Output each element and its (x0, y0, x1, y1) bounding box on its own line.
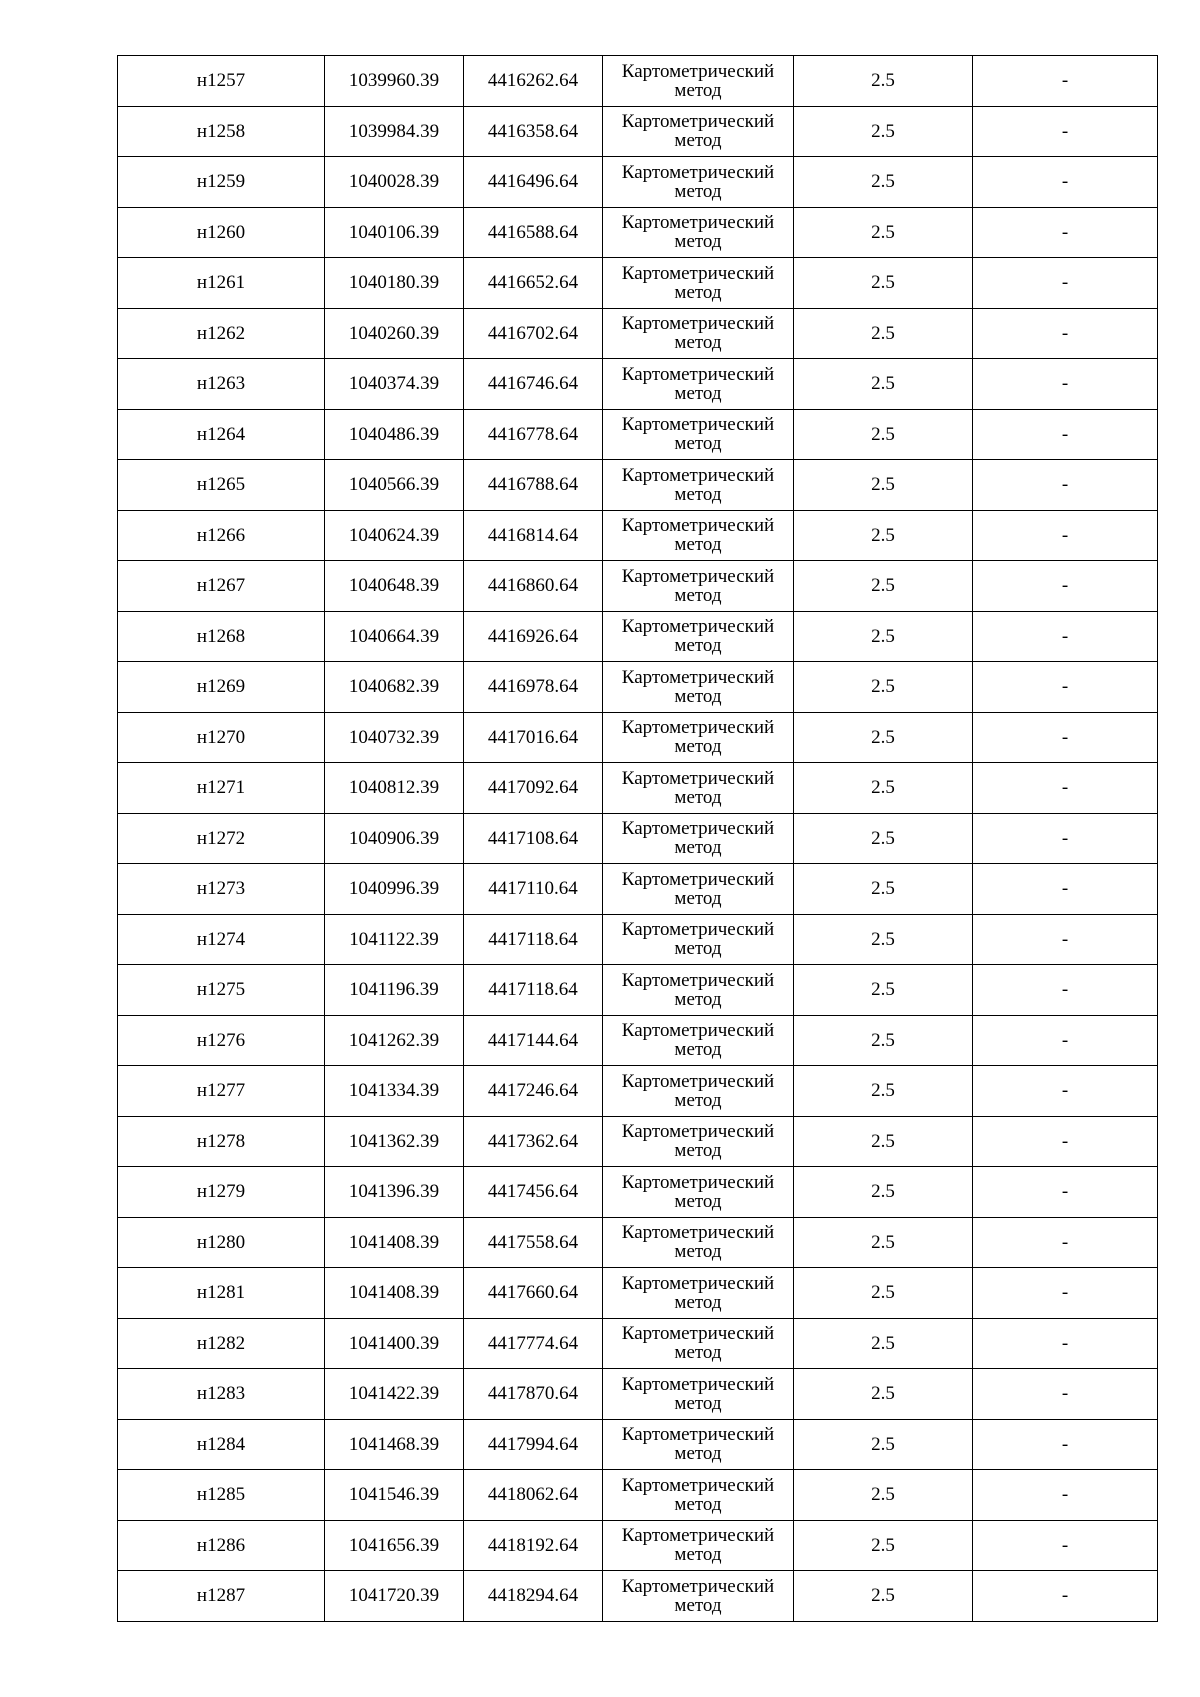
method-text-line1: Картометрический (621, 1222, 775, 1244)
method-text-line1: Картометрический (621, 1272, 775, 1294)
x-coordinate-cell: 1041408.39 (325, 1268, 464, 1319)
method-text-line1: Картометрический (621, 1070, 775, 1092)
accuracy-cell: 2.5 (794, 914, 973, 965)
x-coordinate-cell: 1040664.39 (325, 611, 464, 662)
method-cell (603, 1268, 794, 1319)
table-row (118, 1419, 1158, 1470)
method-text-line2: метод (674, 685, 722, 707)
method-text-line2: метод (674, 1140, 722, 1162)
x-coordinate-cell: 1040648.39 (325, 561, 464, 612)
method-text-line1: Картометрический (621, 464, 775, 486)
method-text-line2: метод (674, 130, 722, 152)
method-text-line1: Картометрический (621, 767, 775, 789)
x-coordinate-cell: 1040374.39 (325, 359, 464, 410)
note-cell: - (973, 56, 1158, 107)
method-cell (603, 510, 794, 561)
table-row (118, 106, 1158, 157)
note-cell: - (973, 1318, 1158, 1369)
accuracy-cell: 2.5 (794, 460, 973, 511)
x-coordinate-cell: 1040180.39 (325, 258, 464, 309)
note-cell: - (973, 1470, 1158, 1521)
x-coordinate-cell: 1040260.39 (325, 308, 464, 359)
method-cell (603, 258, 794, 309)
table-row (118, 409, 1158, 460)
point-id-cell: н1273 (118, 864, 325, 915)
point-id-cell: н1260 (118, 207, 325, 258)
method-text-line1: Картометрический (621, 1575, 775, 1597)
method-text-line1: Картометрический (621, 515, 775, 537)
method-text-line2: метод (674, 887, 722, 909)
note-cell: - (973, 308, 1158, 359)
table-row (118, 611, 1158, 662)
y-coordinate-cell: 4417118.64 (464, 965, 603, 1016)
method-text-line1: Картометрический (621, 60, 775, 82)
table-row (118, 258, 1158, 309)
table-row (118, 561, 1158, 612)
y-coordinate-cell: 4416978.64 (464, 662, 603, 713)
accuracy-cell: 2.5 (794, 1066, 973, 1117)
method-text-line1: Картометрический (621, 1474, 775, 1496)
accuracy-cell: 2.5 (794, 157, 973, 208)
y-coordinate-cell: 4417016.64 (464, 712, 603, 763)
accuracy-cell: 2.5 (794, 1520, 973, 1571)
method-text-line2: метод (674, 1342, 722, 1364)
accuracy-cell: 2.5 (794, 56, 973, 107)
table-row (118, 662, 1158, 713)
note-cell: - (973, 864, 1158, 915)
note-cell: - (973, 409, 1158, 460)
accuracy-cell: 2.5 (794, 864, 973, 915)
method-text-line1: Картометрический (621, 212, 775, 234)
method-text-line1: Картометрический (621, 1121, 775, 1143)
point-id-cell: н1257 (118, 56, 325, 107)
table-row (118, 1217, 1158, 1268)
table-row (118, 1066, 1158, 1117)
table-row (118, 864, 1158, 915)
accuracy-cell: 2.5 (794, 1217, 973, 1268)
note-cell: - (973, 1520, 1158, 1571)
note-cell: - (973, 460, 1158, 511)
y-coordinate-cell: 4417108.64 (464, 813, 603, 864)
method-text-line2: метод (674, 231, 722, 253)
method-cell (603, 611, 794, 662)
x-coordinate-cell: 1039984.39 (325, 106, 464, 157)
method-cell (603, 712, 794, 763)
point-id-cell: н1271 (118, 763, 325, 814)
y-coordinate-cell: 4417144.64 (464, 1015, 603, 1066)
method-text-line1: Картометрический (621, 818, 775, 840)
method-text-line1: Картометрический (621, 616, 775, 638)
method-text-line1: Картометрический (621, 414, 775, 436)
point-id-cell: н1280 (118, 1217, 325, 1268)
note-cell: - (973, 1369, 1158, 1420)
method-cell (603, 1116, 794, 1167)
table-row (118, 510, 1158, 561)
method-text-line1: Картометрический (621, 1323, 775, 1345)
point-id-cell: н1277 (118, 1066, 325, 1117)
point-id-cell: н1266 (118, 510, 325, 561)
x-coordinate-cell: 1041196.39 (325, 965, 464, 1016)
note-cell: - (973, 1217, 1158, 1268)
method-cell (603, 662, 794, 713)
method-cell (603, 1571, 794, 1622)
y-coordinate-cell: 4416496.64 (464, 157, 603, 208)
point-id-cell: н1268 (118, 611, 325, 662)
method-text-line2: метод (674, 736, 722, 758)
accuracy-cell: 2.5 (794, 1268, 973, 1319)
method-text-line2: метод (674, 433, 722, 455)
method-cell (603, 460, 794, 511)
method-text-line1: Картометрический (621, 565, 775, 587)
point-id-cell: н1283 (118, 1369, 325, 1420)
method-text-line2: метод (674, 1291, 722, 1313)
method-text-line2: метод (674, 837, 722, 859)
point-id-cell: н1258 (118, 106, 325, 157)
method-text-line1: Картометрический (621, 969, 775, 991)
note-cell: - (973, 1268, 1158, 1319)
table-row (118, 308, 1158, 359)
accuracy-cell: 2.5 (794, 1116, 973, 1167)
table-row (118, 1116, 1158, 1167)
point-id-cell: н1267 (118, 561, 325, 612)
y-coordinate-cell: 4417362.64 (464, 1116, 603, 1167)
x-coordinate-cell: 1041408.39 (325, 1217, 464, 1268)
accuracy-cell: 2.5 (794, 359, 973, 410)
x-coordinate-cell: 1041422.39 (325, 1369, 464, 1420)
x-coordinate-cell: 1040996.39 (325, 864, 464, 915)
method-text-line2: метод (674, 786, 722, 808)
table-row (118, 763, 1158, 814)
accuracy-cell: 2.5 (794, 1318, 973, 1369)
method-text-line1: Картометрический (621, 161, 775, 183)
method-text-line2: метод (674, 534, 722, 556)
method-cell (603, 1419, 794, 1470)
table-row (118, 1318, 1158, 1369)
table-row (118, 1369, 1158, 1420)
accuracy-cell: 2.5 (794, 965, 973, 1016)
x-coordinate-cell: 1040906.39 (325, 813, 464, 864)
y-coordinate-cell: 4417870.64 (464, 1369, 603, 1420)
method-text-line1: Картометрический (621, 313, 775, 335)
accuracy-cell: 2.5 (794, 1419, 973, 1470)
y-coordinate-cell: 4416860.64 (464, 561, 603, 612)
y-coordinate-cell: 4417246.64 (464, 1066, 603, 1117)
method-cell (603, 1318, 794, 1369)
accuracy-cell: 2.5 (794, 207, 973, 258)
accuracy-cell: 2.5 (794, 561, 973, 612)
method-cell (603, 308, 794, 359)
note-cell: - (973, 1571, 1158, 1622)
method-text-line2: метод (674, 1544, 722, 1566)
table-row (118, 1167, 1158, 1218)
table-row (118, 965, 1158, 1016)
accuracy-cell: 2.5 (794, 1470, 973, 1521)
method-cell (603, 763, 794, 814)
method-cell (603, 1369, 794, 1420)
accuracy-cell: 2.5 (794, 1015, 973, 1066)
x-coordinate-cell: 1041262.39 (325, 1015, 464, 1066)
y-coordinate-cell: 4418192.64 (464, 1520, 603, 1571)
accuracy-cell: 2.5 (794, 662, 973, 713)
point-id-cell: н1275 (118, 965, 325, 1016)
method-cell (603, 56, 794, 107)
table-row (118, 359, 1158, 410)
method-cell (603, 157, 794, 208)
method-text-line1: Картометрический (621, 111, 775, 133)
y-coordinate-cell: 4416702.64 (464, 308, 603, 359)
accuracy-cell: 2.5 (794, 1369, 973, 1420)
accuracy-cell: 2.5 (794, 1571, 973, 1622)
y-coordinate-cell: 4416358.64 (464, 106, 603, 157)
y-coordinate-cell: 4417118.64 (464, 914, 603, 965)
method-text-line2: метод (674, 382, 722, 404)
y-coordinate-cell: 4417994.64 (464, 1419, 603, 1470)
method-text-line2: метод (674, 180, 722, 202)
method-cell (603, 1520, 794, 1571)
table-row (118, 1470, 1158, 1521)
method-cell (603, 864, 794, 915)
method-cell (603, 965, 794, 1016)
x-coordinate-cell: 1040812.39 (325, 763, 464, 814)
note-cell: - (973, 914, 1158, 965)
table-row (118, 1015, 1158, 1066)
table-row (118, 1520, 1158, 1571)
method-text-line2: метод (674, 1089, 722, 1111)
table-row (118, 157, 1158, 208)
method-text-line1: Картометрический (621, 717, 775, 739)
x-coordinate-cell: 1041468.39 (325, 1419, 464, 1470)
y-coordinate-cell: 4416814.64 (464, 510, 603, 561)
point-id-cell: н1259 (118, 157, 325, 208)
accuracy-cell: 2.5 (794, 712, 973, 763)
method-text-line2: метод (674, 1392, 722, 1414)
point-id-cell: н1285 (118, 1470, 325, 1521)
point-id-cell: н1272 (118, 813, 325, 864)
method-cell (603, 1015, 794, 1066)
note-cell: - (973, 1419, 1158, 1470)
note-cell: - (973, 662, 1158, 713)
x-coordinate-cell: 1040624.39 (325, 510, 464, 561)
method-cell (603, 359, 794, 410)
method-text-line2: метод (674, 1594, 722, 1616)
y-coordinate-cell: 4418294.64 (464, 1571, 603, 1622)
method-text-line2: метод (674, 635, 722, 657)
x-coordinate-cell: 1040486.39 (325, 409, 464, 460)
method-text-line2: метод (674, 1493, 722, 1515)
y-coordinate-cell: 4416262.64 (464, 56, 603, 107)
point-id-cell: н1270 (118, 712, 325, 763)
accuracy-cell: 2.5 (794, 611, 973, 662)
x-coordinate-cell: 1041334.39 (325, 1066, 464, 1117)
note-cell: - (973, 712, 1158, 763)
note-cell: - (973, 106, 1158, 157)
method-cell (603, 914, 794, 965)
table-row (118, 914, 1158, 965)
method-text-line2: метод (674, 1241, 722, 1263)
accuracy-cell: 2.5 (794, 106, 973, 157)
x-coordinate-cell: 1041362.39 (325, 1116, 464, 1167)
method-text-line2: метод (674, 1443, 722, 1465)
note-cell: - (973, 510, 1158, 561)
method-text-line1: Картометрический (621, 1020, 775, 1042)
point-id-cell: н1286 (118, 1520, 325, 1571)
point-id-cell: н1264 (118, 409, 325, 460)
coordinates-table-body (118, 56, 1158, 1622)
method-text-line1: Картометрический (621, 868, 775, 890)
x-coordinate-cell: 1039960.39 (325, 56, 464, 107)
table-row (118, 813, 1158, 864)
y-coordinate-cell: 4418062.64 (464, 1470, 603, 1521)
point-id-cell: н1274 (118, 914, 325, 965)
note-cell: - (973, 965, 1158, 1016)
method-cell (603, 409, 794, 460)
point-id-cell: н1287 (118, 1571, 325, 1622)
note-cell: - (973, 813, 1158, 864)
note-cell: - (973, 561, 1158, 612)
y-coordinate-cell: 4417660.64 (464, 1268, 603, 1319)
table-row (118, 460, 1158, 511)
y-coordinate-cell: 4416788.64 (464, 460, 603, 511)
x-coordinate-cell: 1040732.39 (325, 712, 464, 763)
x-coordinate-cell: 1041656.39 (325, 1520, 464, 1571)
method-text-line1: Картометрический (621, 1171, 775, 1193)
method-text-line2: метод (674, 938, 722, 960)
table-row (118, 207, 1158, 258)
point-id-cell: н1278 (118, 1116, 325, 1167)
point-id-cell: н1263 (118, 359, 325, 410)
note-cell: - (973, 258, 1158, 309)
x-coordinate-cell: 1041122.39 (325, 914, 464, 965)
method-text-line2: метод (674, 988, 722, 1010)
method-text-line2: метод (674, 79, 722, 101)
point-id-cell: н1261 (118, 258, 325, 309)
y-coordinate-cell: 4417092.64 (464, 763, 603, 814)
note-cell: - (973, 1167, 1158, 1218)
method-cell (603, 207, 794, 258)
method-text-line1: Картометрический (621, 1373, 775, 1395)
accuracy-cell: 2.5 (794, 1167, 973, 1218)
accuracy-cell: 2.5 (794, 510, 973, 561)
method-text-line1: Картометрический (621, 919, 775, 941)
point-id-cell: н1284 (118, 1419, 325, 1470)
x-coordinate-cell: 1041400.39 (325, 1318, 464, 1369)
table-row (118, 1571, 1158, 1622)
table-row (118, 56, 1158, 107)
method-text-line2: метод (674, 584, 722, 606)
method-text-line1: Картометрический (621, 363, 775, 385)
y-coordinate-cell: 4417774.64 (464, 1318, 603, 1369)
x-coordinate-cell: 1041396.39 (325, 1167, 464, 1218)
point-id-cell: н1262 (118, 308, 325, 359)
method-text-line1: Картометрический (621, 262, 775, 284)
y-coordinate-cell: 4416652.64 (464, 258, 603, 309)
method-cell (603, 813, 794, 864)
method-cell (603, 1167, 794, 1218)
note-cell: - (973, 763, 1158, 814)
note-cell: - (973, 1015, 1158, 1066)
method-cell (603, 1066, 794, 1117)
point-id-cell: н1282 (118, 1318, 325, 1369)
note-cell: - (973, 611, 1158, 662)
y-coordinate-cell: 4417110.64 (464, 864, 603, 915)
note-cell: - (973, 207, 1158, 258)
accuracy-cell: 2.5 (794, 258, 973, 309)
y-coordinate-cell: 4416926.64 (464, 611, 603, 662)
note-cell: - (973, 1066, 1158, 1117)
method-cell (603, 1470, 794, 1521)
method-cell (603, 561, 794, 612)
method-text-line1: Картометрический (621, 1525, 775, 1547)
table-row (118, 1268, 1158, 1319)
y-coordinate-cell: 4416588.64 (464, 207, 603, 258)
y-coordinate-cell: 4416746.64 (464, 359, 603, 410)
point-id-cell: н1276 (118, 1015, 325, 1066)
point-id-cell: н1269 (118, 662, 325, 713)
note-cell: - (973, 359, 1158, 410)
accuracy-cell: 2.5 (794, 813, 973, 864)
method-cell (603, 1217, 794, 1268)
method-text-line1: Картометрический (621, 666, 775, 688)
method-text-line2: метод (674, 1190, 722, 1212)
accuracy-cell: 2.5 (794, 308, 973, 359)
method-text-line2: метод (674, 332, 722, 354)
y-coordinate-cell: 4417456.64 (464, 1167, 603, 1218)
point-id-cell: н1265 (118, 460, 325, 511)
x-coordinate-cell: 1040566.39 (325, 460, 464, 511)
note-cell: - (973, 1116, 1158, 1167)
method-text-line1: Картометрический (621, 1424, 775, 1446)
x-coordinate-cell: 1041720.39 (325, 1571, 464, 1622)
x-coordinate-cell: 1040106.39 (325, 207, 464, 258)
x-coordinate-cell: 1040682.39 (325, 662, 464, 713)
point-id-cell: н1279 (118, 1167, 325, 1218)
method-text-line2: метод (674, 281, 722, 303)
x-coordinate-cell: 1041546.39 (325, 1470, 464, 1521)
accuracy-cell: 2.5 (794, 409, 973, 460)
method-cell (603, 106, 794, 157)
method-text-line2: метод (674, 483, 722, 505)
note-cell: - (973, 157, 1158, 208)
y-coordinate-cell: 4417558.64 (464, 1217, 603, 1268)
coordinates-table (117, 55, 1158, 1622)
table-row (118, 712, 1158, 763)
y-coordinate-cell: 4416778.64 (464, 409, 603, 460)
point-id-cell: н1281 (118, 1268, 325, 1319)
accuracy-cell: 2.5 (794, 763, 973, 814)
method-text-line2: метод (674, 1039, 722, 1061)
x-coordinate-cell: 1040028.39 (325, 157, 464, 208)
